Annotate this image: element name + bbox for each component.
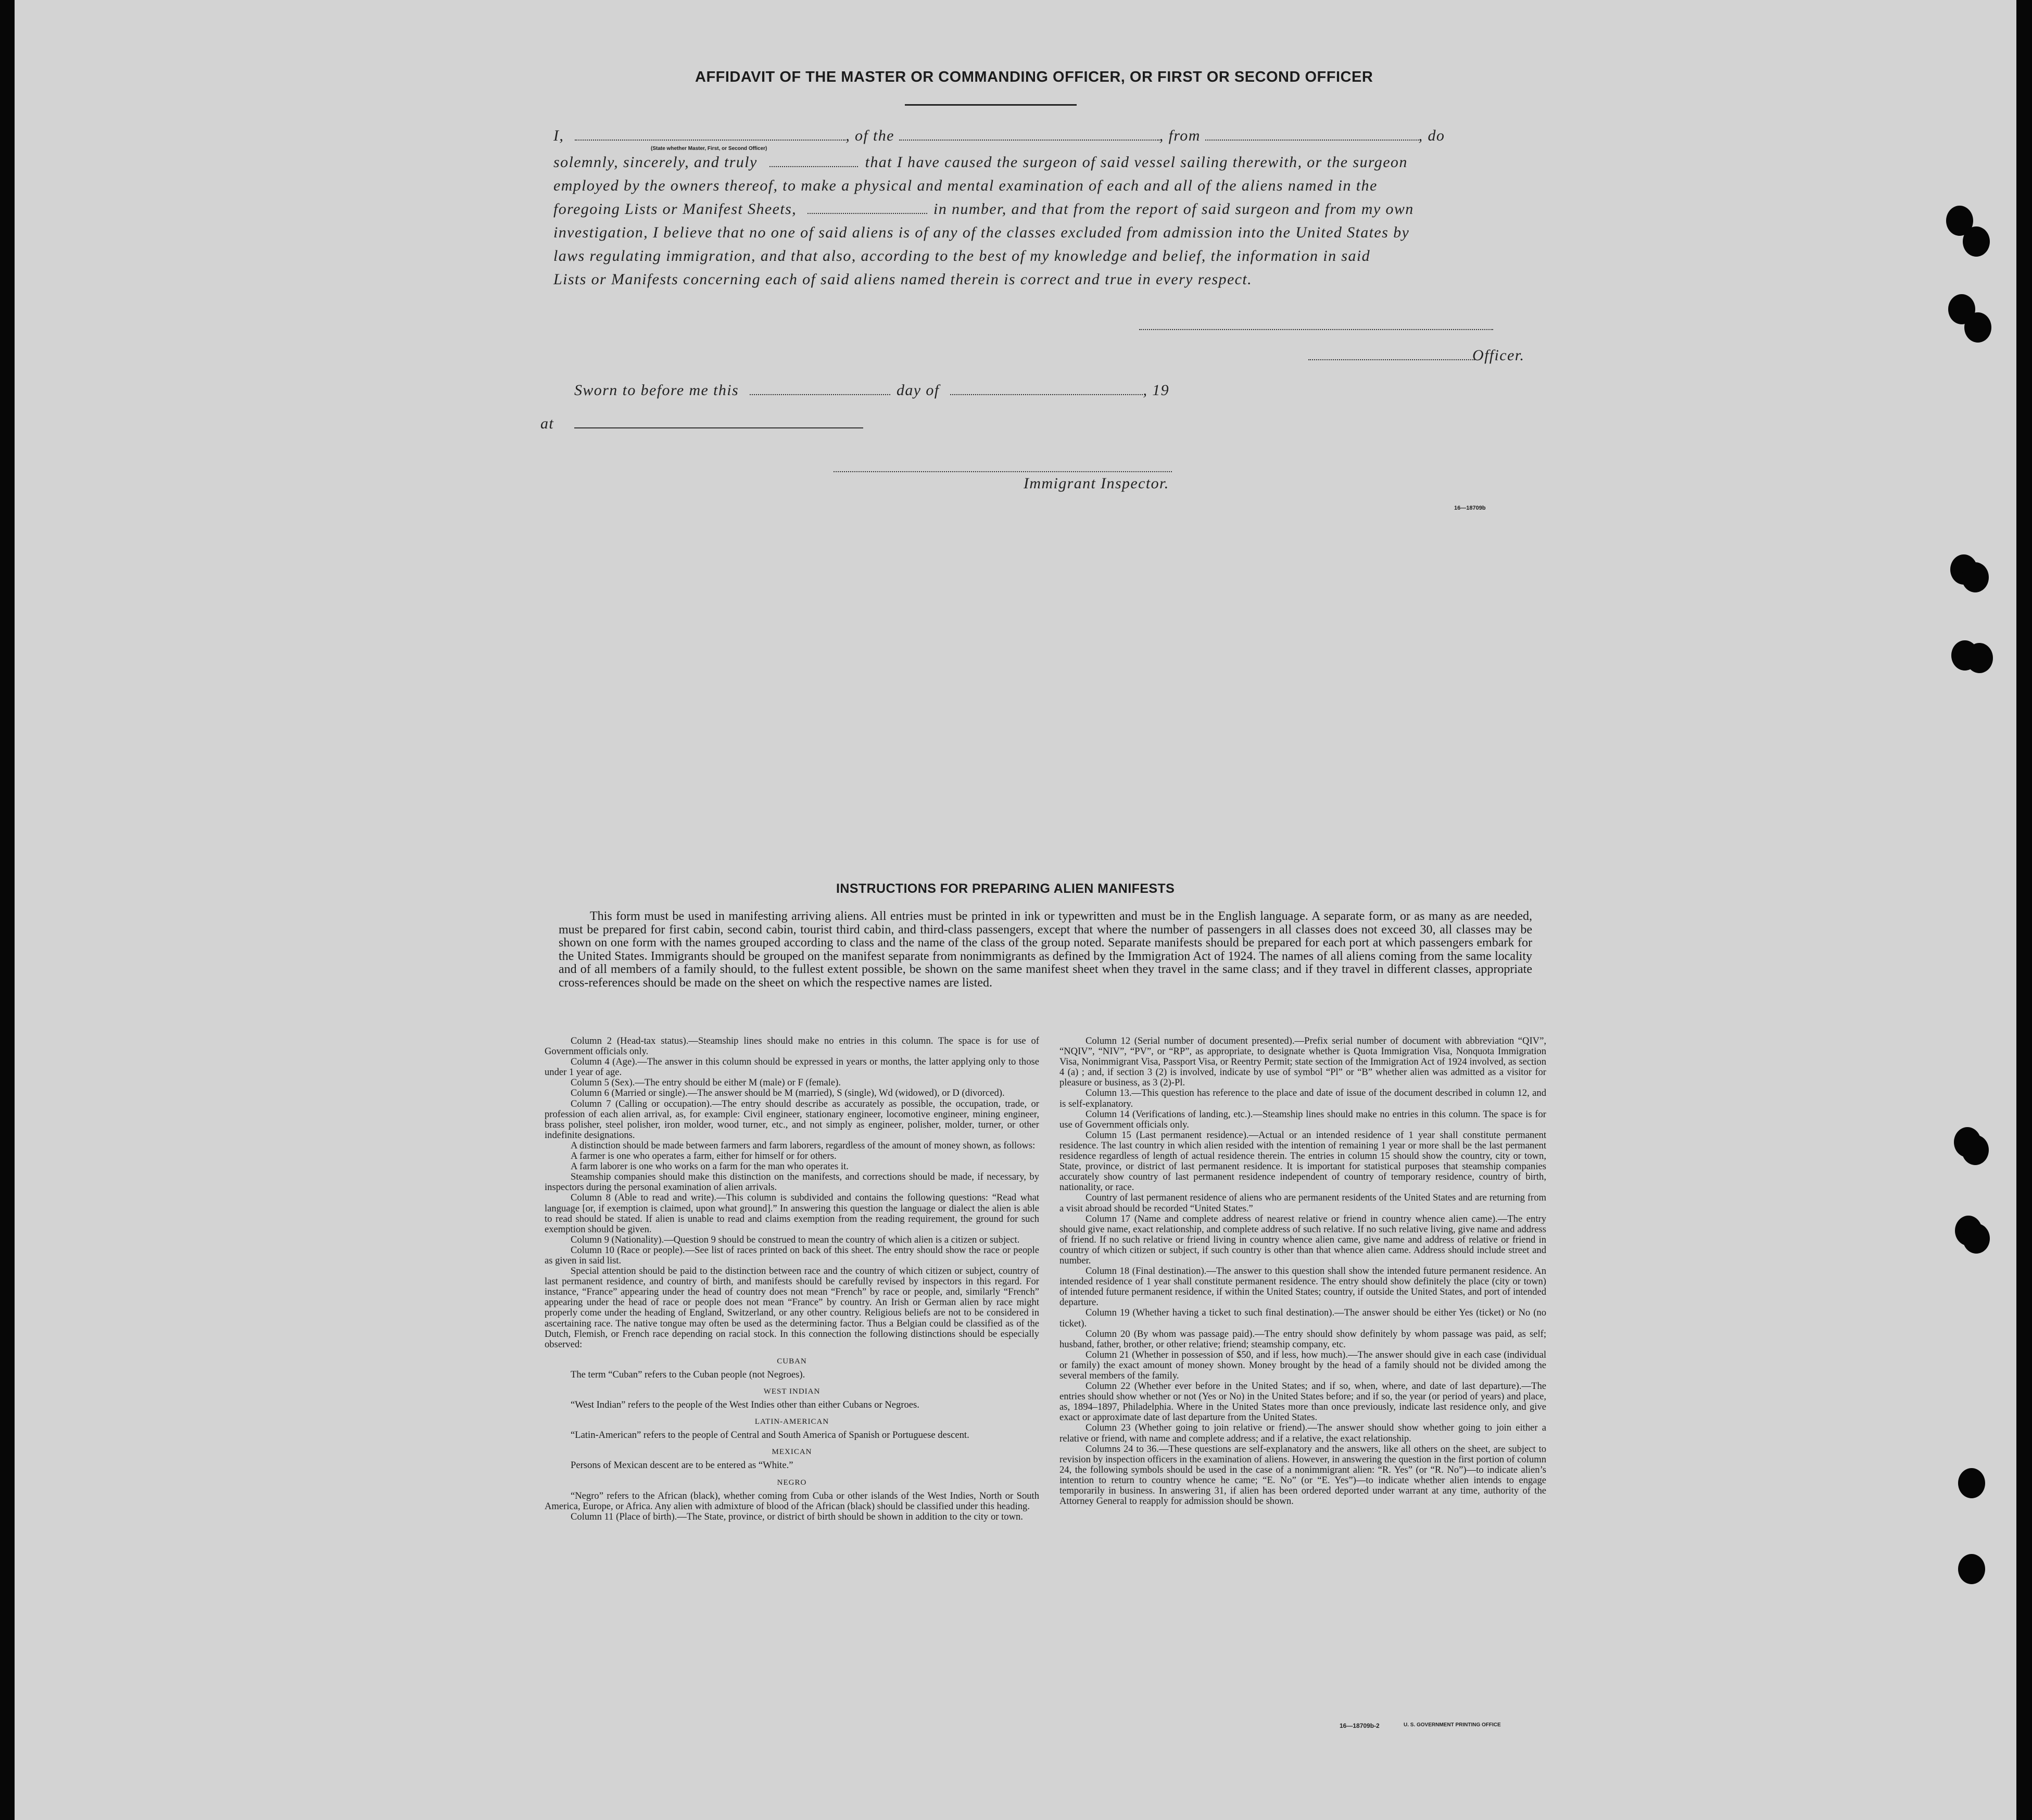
column-17-instruction: Column 17 (Name and complete address of nearest relative or friend in country whence alien came).—The entry should give name, exact relationship, and complete address of such relative. If no such relative living, give name and address of friend. If no such relative or friend living in country whence alien came, give name and address of relative or friend in country of which citizen or subject, if such country is other than that whence alien came. Address should include street and number. [1059,1213,1546,1266]
officer-signature-line [1139,329,1493,330]
affidavit-text: at [540,415,554,432]
sworn-month-blank [950,384,1143,395]
binder-hole [1963,1223,1990,1254]
binder-hole [1958,1554,1985,1584]
binder-hole [1958,1468,1985,1498]
departure-port-blank [1205,129,1419,141]
officer-signature-line [1308,359,1475,360]
affidavit-text: solemnly, sincerely, and truly [553,154,758,171]
mexican-definition: Persons of Mexican descent are to be entered as “White.” [571,1460,793,1471]
affidavit-line [553,200,1414,218]
negro-heading: NEGRO [777,1478,807,1487]
column-19-instruction: Column 19 (Whether having a ticket to such final destination).—The answer should be either Yes (ticket) or No (no ticket). [1059,1307,1546,1329]
columns-24-36-instruction: Columns 24 to 36.—These questions are self-explanatory and the answers, like all others on the sheet, are subject to revision by inspection officers in the examination of aliens. However, in answering the question in the first portion of column 24, the following symbols should be used in the case of a nonimmigrant alien: “R. Yes” (or “R. No”)—to indicate alien’s intention to return to country whence he came; “E. No” (or “E. Yes”)—to indicate whether alien intends to engage temporarily in business. In answering 31, if alien has been ordered deported under warrant at any time, authority of the Attorney General to reapply for admission should be shown. [1059,1443,1546,1507]
west-indian-heading: WEST INDIAN [763,1387,821,1396]
affidavit-line [553,127,1445,145]
officer-label: Officer. [1472,347,1525,364]
column-4-instruction: Column 4 (Age).—The answer in this column should be expressed in years or months, the latter applying only to those under 1 year of age. [545,1056,1039,1078]
column-18-instruction: Column 18 (Final destination).—The answer to this question shall show the intended future permanent residence. An intended residence of 1 year shall constitute permanent residence. The entry should show definitely the place (city or town) of intended future permanent residence, if within the United States; country, if outside the United States, and port of intended departure. [1059,1266,1546,1308]
affidavit-text: Sworn to before me this [574,382,739,399]
vessel-name-blank [899,129,1159,141]
cuban-heading: CUBAN [777,1357,807,1366]
title-rule [905,104,1077,106]
instructions-left-column [545,1036,1039,1522]
inspector-signature-line [834,471,1172,472]
affidavit-title: AFFIDAVIT OF THE MASTER OR COMMANDING OFFICER, OR FIRST OR SECOND OFFICER [695,69,1373,85]
column-7-farmer-def: A farmer is one who operates a farm, either for himself or for others. [571,1151,837,1162]
affidavit-line: laws regulating immigration, and that also, according to the best of my knowledge and belief, the information in said [553,247,1370,264]
sheet-count-blank [807,203,927,214]
column-2-instruction: Column 2 (Head-tax status).—Steamship lines should make no entries in this column. The space is for use of Government officials only. [545,1035,1039,1057]
affidavit-text: that I have caused the surgeon of said vessel sailing therewith, or the surgeon [865,154,1408,171]
column-8-instruction: Column 8 (Able to read and write).—This column is subdivided and contains the following questions: “Read what language [or, if exemption is claimed, upon what ground].” In answering this question the language or dialect the alien is able to read should be stated. If alien is unable to read and claims exemption from the reading requirement, the ground for such exemption should be given. [545,1192,1039,1235]
instructions-right-column [1059,1036,1546,1507]
affidavit-text: , 19 [1143,382,1170,399]
sworn-day-blank [750,384,890,395]
column-11-instruction: Column 11 (Place of birth).—The State, province, or district of birth should be shown in addition to the city or town. [571,1511,1023,1522]
column-23-instruction: Column 23 (Whether going to join relative or friend).—The answer should show whether going to join either a relative or friend, with name and complete address; and if a relative, the exact relationship. [1059,1422,1546,1444]
column-7-farmer-note: A distinction should be made between farmers and farm laborers, regardless of the amount of money shown, as follows: [571,1140,1036,1151]
affidavit-text: I, [553,127,564,144]
column-13-instruction: Column 13.—This question has reference to the place and date of issue of the document described in column 12, and is self-explanatory. [1059,1088,1546,1109]
column-10-instruction: Column 10 (Race or people).—See list of races printed on back of this sheet. The entry should show the race or people as given in said list. [545,1244,1039,1266]
officer-rank-blank [575,129,845,141]
column-15-instruction: Column 15 (Last permanent residence).—Actual or an intended residence of 1 year shall constitute permanent residence. The last country in which alien resided with the intention of remaining 1 year or more shall be the last permanent residence regardless of length of actual residence therein. The entries in column 15 should show the country, city or town, State, province, or district of last permanent residence. It is important for statistical purposes that steamship companies accurately show country of last permanent residence independent of country of temporary residence, country of birth, nationality, or race. [1059,1129,1546,1193]
affidavit-line: employed by the owners thereof, to make a physical and mental examination of each and all of the aliens named in the [553,177,1378,194]
form-number: 16—18709b [1454,505,1486,511]
oath-blank [769,156,858,167]
affidavit-text: , from [1159,127,1201,144]
column-22-instruction: Column 22 (Whether ever before in the United States; and if so, when, where, and date of last departure).—The entries should show whether or not (Yes or No) in the United States before; and if so, the year (or period of years) and place, as, 1894–1897, Philadelphia. Where in the United States more than once previously, indicate last residence only, and give exact or approximate date of last departure from the United States. [1059,1381,1546,1423]
west-indian-definition: “West Indian” refers to the people of the West Indies other than either Cubans or Negroes. [571,1399,919,1411]
instructions-title: INSTRUCTIONS FOR PREPARING ALIEN MANIFESTS [836,881,1175,896]
affidavit-line [553,154,1408,171]
sworn-line [574,382,1169,399]
column-7-laborer-def: A farm laborer is one who works on a farm for the man who operates it. [571,1161,849,1172]
instructions-intro: This form must be used in manifesting arriving aliens. All entries must be printed in ink or typewritten and must be in the English language. A separate form, or as many as are needed, must be prepared for first cabin, second cabin, tourist third cabin, and third-class passengers, except that where the number of passengers in all classes does not exceed 30, all classes may be shown on one form with the names grouped according to class and the name of the class of the group noted. Separate manifests should be prepared for each port at which passengers embark for the United States. Immigrants should be grouped on the manifest separate from nonimmigrants as defined by the Immigration Act of 1924. The names of all aliens coming from the same locality and of all members of a family should, to the fullest extent possible, be shown on the same manifest sheet when they travel in the same class; and if they travel in different classes, appropriate cross-references should be made on the sheet on which the respective names are listed. [559,909,1532,990]
column-21-instruction: Column 21 (Whether in possession of $50, and if less, how much).—The answer should give in each case (individual or family) the exact amount of money shown. Money brought by the head of a family should not be divided among the several members of the family. [1059,1349,1546,1381]
affidavit-text: , of the [845,127,894,144]
binder-hole [1963,226,1990,257]
negro-definition: “Negro” refers to the African (black), whether coming from Cuba or other islands of the West Indies, North or South America, Europe, or Africa. Any alien with admixture of blood of the African (black) should be classified under this heading. [545,1490,1039,1512]
column-14-instruction: Column 14 (Verifications of landing, etc.).—Steamship lines should make no entries in this column. The space is for use of Government officials only. [1059,1108,1546,1130]
manifest-page [15,0,2016,1820]
affidavit-line: investigation, I believe that no one of said aliens is of any of the classes excluded from admission into the United States by [553,224,1410,241]
latin-american-definition: “Latin-American” refers to the people of Central and South America of Spanish or Portuguese descent. [571,1430,969,1441]
cuban-definition: The term “Cuban” refers to the Cuban people (not Negroes). [571,1369,805,1380]
affidavit-text: foregoing Lists or Manifest Sheets, [553,200,797,218]
column-9-instruction: Column 9 (Nationality).—Question 9 should be construed to mean the country of which alien is a citizen or subject. [571,1234,1020,1245]
column-15-returning-note: Country of last permanent residence of aliens who are permanent residents of the United States and are returning from a visit abroad should be recorded “United States.” [1059,1192,1546,1214]
mexican-heading: MEXICAN [772,1448,812,1457]
affidavit-text: in number, and that from the report of said surgeon and from my own [933,200,1414,218]
sworn-place-line [540,415,863,433]
inspector-label: Immigrant Inspector. [1024,475,1169,492]
column-20-instruction: Column 20 (By whom was passage paid).—The entry should show definitely by whom passage was paid, as self; husband, father, brother, or other relative; friend; steamship company, etc. [1059,1328,1546,1350]
binder-hole [1966,643,1993,673]
binder-hole [1964,312,1991,343]
affidavit-text: day of [896,382,940,399]
footer-printer: U. S. GOVERNMENT PRINTING OFFICE [1404,1722,1501,1728]
column-12-instruction: Column 12 (Serial number of document presented).—Prefix serial number of document with abbreviation “QIV”, “NQIV”, “NIV”, “PV”, or “RP”, as appropriate, to designate whether is Quota Immigration Visa, Nonquota Immigration Visa, Nonimmigrant Visa, Passport Visa, or Reentry Permit; state section of the Immigration Act of 1924 involved, as section 4 (a) ; and, if section 3 (2) is involved, indicate by use of symbol “Pl” or “B” whether alien was admitted as a visitor for pleasure or business, as 3 (2)-Pl. [1059,1035,1546,1089]
binder-hole [1962,562,1989,592]
column-7-instruction: Column 7 (Calling or occupation).—The entry should describe as accurately as possible, the occupation, trade, or profession of each alien arrival, as, for example: Civil engineer, stationary engineer, locomotive engineer, mining engineer, brass polisher, steel polisher, iron molder, wood turner, etc., and not simply as engineer, polisher, molder, turner, or other indefinite designations. [545,1098,1039,1141]
latin-american-heading: LATIN-AMERICAN [754,1418,829,1426]
race-distinction-note: Special attention should be paid to the distinction between race and the country of which citizen or subject, country of last permanent residence, and country of birth, and manifests should be carefully revised by inspectors in this regard. For instance, “France” appearing under the head of country does not mean “French” by race or people, and, similarly “French” appearing under the head of race or people does not mean “France” by country. An Irish or German alien by race might properly come under the heading of England, Switzerland, or any other country. Religious beliefs are not to be considered in ascertaining race. The native tongue may often be used as the determining factor. Thus a Belgian could be classified as of the Dutch, Flemish, or French race depending on racial stock. In this connection the following distinctions should be especially observed: [545,1266,1039,1350]
place-blank [574,417,863,428]
affidavit-text: , do [1418,127,1445,144]
affidavit-line: Lists or Manifests concerning each of said aliens named therein is correct and true in every respect. [553,271,1253,288]
column-7-steamship-note: Steamship companies should make this distinction on the manifests, and corrections should be made, if necessary, by inspectors during the personal examination of alien arrivals. [545,1171,1039,1193]
officer-rank-note: (State whether Master, First, or Second Officer) [651,146,767,151]
column-5-instruction: Column 5 (Sex).—The entry should be either M (male) or F (female). [571,1077,841,1089]
column-6-instruction: Column 6 (Married or single).—The answer should be M (married), S (single), Wd (widowed), or D (divorced). [571,1088,1005,1099]
binder-hole [1962,1135,1989,1165]
footer-form-number: 16—18709b-2 [1340,1722,1380,1729]
